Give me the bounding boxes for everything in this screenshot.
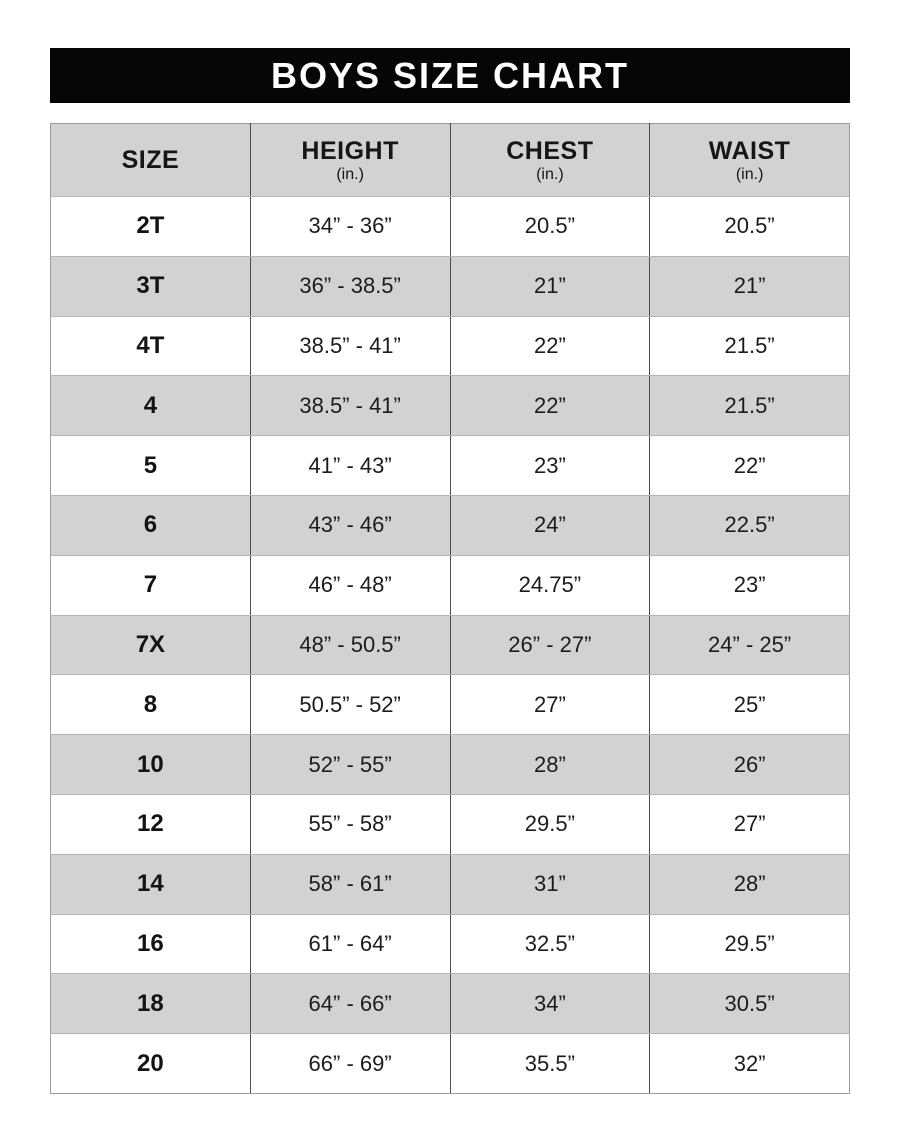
table-row [51, 436, 850, 496]
cell-height: 38.5” - 41” [250, 316, 450, 376]
cell-size: 12 [51, 794, 251, 854]
cell-chest: 26” - 27” [450, 615, 650, 675]
cell-waist: 27” [650, 794, 850, 854]
cell-chest: 23” [450, 436, 650, 496]
table-row [51, 256, 850, 316]
cell-height: 41” - 43” [250, 436, 450, 496]
cell-size: 7 [51, 555, 251, 615]
cell-size: 10 [51, 735, 251, 795]
cell-waist: 25” [650, 675, 850, 735]
cell-size: 16 [51, 914, 251, 974]
cell-chest: 27” [450, 675, 650, 735]
table-row [51, 1034, 850, 1094]
cell-waist: 20.5” [650, 197, 850, 257]
cell-size: 20 [51, 1034, 251, 1094]
cell-waist: 21.5” [650, 316, 850, 376]
table-row [51, 854, 850, 914]
cell-size: 7X [51, 615, 251, 675]
cell-waist: 21” [650, 256, 850, 316]
table-row [51, 376, 850, 436]
table-row [51, 974, 850, 1034]
cell-height: 50.5” - 52” [250, 675, 450, 735]
table-row [51, 735, 850, 795]
cell-height: 66” - 69” [250, 1034, 450, 1094]
column-header-height [250, 124, 450, 197]
column-label: CHEST [506, 136, 594, 165]
cell-size: 4 [51, 376, 251, 436]
cell-chest: 22” [450, 376, 650, 436]
cell-waist: 32” [650, 1034, 850, 1094]
cell-size: 8 [51, 675, 251, 735]
page-title: BOYS SIZE CHART [270, 54, 630, 96]
cell-height: 55” - 58” [250, 794, 450, 854]
column-label: HEIGHT [301, 136, 399, 165]
cell-chest: 34” [450, 974, 650, 1034]
cell-height: 64” - 66” [250, 974, 450, 1034]
cell-height: 43” - 46” [250, 495, 450, 555]
table-row [51, 794, 850, 854]
cell-waist: 22.5” [650, 495, 850, 555]
cell-chest: 29.5” [450, 794, 650, 854]
cell-chest: 35.5” [450, 1034, 650, 1094]
column-unit: (in.) [336, 165, 364, 183]
cell-chest: 22” [450, 316, 650, 376]
cell-height: 52” - 55” [250, 735, 450, 795]
cell-chest: 21” [450, 256, 650, 316]
cell-waist: 21.5” [650, 376, 850, 436]
cell-size: 18 [51, 974, 251, 1034]
cell-waist: 30.5” [650, 974, 850, 1034]
header-row [51, 124, 850, 197]
table-row [51, 914, 850, 974]
cell-size: 14 [51, 854, 251, 914]
cell-size: 2T [51, 197, 251, 257]
column-unit: (in.) [735, 165, 764, 183]
cell-height: 36” - 38.5” [250, 256, 450, 316]
cell-height: 58” - 61” [250, 854, 450, 914]
table-row [51, 675, 850, 735]
table-header [51, 124, 850, 197]
table-row [51, 615, 850, 675]
column-unit: (in.) [536, 165, 564, 183]
title-banner [50, 48, 850, 103]
cell-chest: 32.5” [450, 914, 650, 974]
cell-waist: 28” [650, 854, 850, 914]
column-label: SIZE [121, 145, 180, 174]
cell-chest: 24” [450, 495, 650, 555]
cell-size: 3T [51, 256, 251, 316]
table-row [51, 197, 850, 257]
cell-waist: 29.5” [650, 914, 850, 974]
cell-chest: 31” [450, 854, 650, 914]
cell-size: 5 [51, 436, 251, 496]
table-row [51, 495, 850, 555]
table-row [51, 555, 850, 615]
cell-height: 61” - 64” [250, 914, 450, 974]
cell-size: 6 [51, 495, 251, 555]
column-header-chest [450, 124, 650, 197]
column-header-waist [650, 124, 850, 197]
cell-chest: 24.75” [450, 555, 650, 615]
cell-waist: 24” - 25” [650, 615, 850, 675]
cell-chest: 28” [450, 735, 650, 795]
cell-waist: 22” [650, 436, 850, 496]
column-label: WAIST [708, 136, 791, 165]
column-header-size [51, 124, 251, 197]
table-row [51, 316, 850, 376]
cell-height: 48” - 50.5” [250, 615, 450, 675]
table-body [51, 197, 850, 1094]
cell-waist: 23” [650, 555, 850, 615]
cell-size: 4T [51, 316, 251, 376]
cell-waist: 26” [650, 735, 850, 795]
size-table [50, 123, 850, 1094]
cell-height: 38.5” - 41” [250, 376, 450, 436]
cell-height: 46” - 48” [250, 555, 450, 615]
cell-chest: 20.5” [450, 197, 650, 257]
cell-height: 34” - 36” [250, 197, 450, 257]
